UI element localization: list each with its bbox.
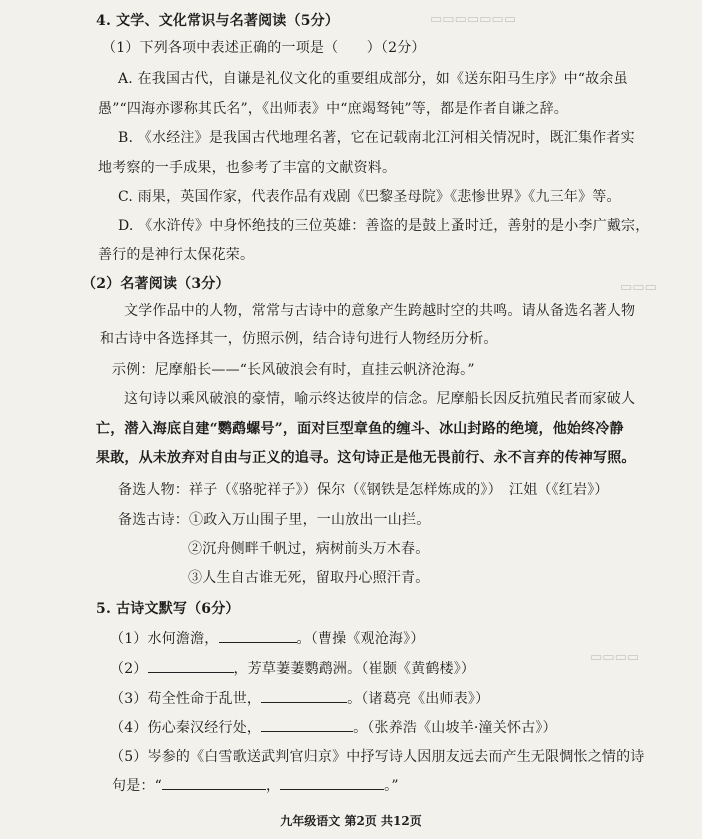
answer-blank[interactable]	[162, 775, 266, 790]
dictation-item-1	[110, 628, 425, 648]
option-a-line2: 愚”“四海亦谬称其氏名”，《出师表》中“庶竭驽钝”等，都是作者自谦之辞。	[98, 101, 568, 117]
answer-blank[interactable]	[219, 628, 297, 643]
answer-blank[interactable]	[280, 775, 384, 790]
option-b-line2: 地考察的一手成果，也参考了丰富的文献资料。	[98, 160, 397, 176]
q2-intro-line1: 文学作品中的人物，常常与古诗中的意象产生跨越时空的共鸣。请从备选名著人物	[124, 303, 636, 319]
bleed-through-mark: ▭▭▭	[620, 280, 657, 295]
dictation-item-1-prefix: （1）水何澹澹，	[110, 631, 219, 647]
bleed-through-mark: ▭▭▭▭	[590, 650, 640, 665]
dictation-item-3	[110, 688, 489, 708]
q2-candidate-characters: 备选人物：祥子（《骆驼祥子》）保尔（《钢铁是怎样炼成的》） 江姐（《红岩》）	[118, 482, 609, 498]
section4-title: 4. 文学、文化常识与名著阅读（5分）	[96, 13, 340, 29]
dictation-item-1-suffix: 。（曹操《观沧海》）	[296, 631, 425, 647]
dictation-item-5-prefix: 句是：“	[112, 778, 162, 794]
option-d-line1: D. 《水浒传》中身怀绝技的三位英雄：善盗的是鼓上蚤时迁，善射的是小李广戴宗，	[118, 218, 650, 234]
dictation-item-5-suffix: 。”	[384, 778, 399, 794]
q2-candidate-poem-1: 备选古诗：①政入万山围子里，一山放出一山拦。	[118, 512, 431, 528]
answer-blank[interactable]	[261, 688, 347, 703]
bleed-through-mark: ▭▭▭▭▭▭▭	[430, 12, 516, 27]
dictation-item-4-suffix: 。（张养浩《山坡羊·潼关怀古》）	[353, 720, 557, 736]
q2-candidate-poem-3: ③人生自古谁无死，留取丹心照汗青。	[188, 570, 430, 586]
dictation-item-5-line2	[112, 775, 399, 795]
dictation-item-4	[110, 717, 557, 737]
dictation-item-2	[110, 658, 475, 678]
answer-blank[interactable]	[261, 717, 353, 732]
dictation-item-2-prefix: （2）	[110, 661, 148, 677]
q2-candidate-poem-2: ②沉舟侧畔千帆过，病树前头万木春。	[188, 541, 430, 557]
dictation-item-3-prefix: （3）苟全性命于乱世，	[110, 691, 262, 707]
q1-stem: （1）下列各项中表述正确的一项是（ ）（2分）	[102, 40, 426, 56]
dictation-item-3-suffix: 。（诸葛亮《出师表》）	[347, 691, 490, 707]
option-a-line1: A. 在我国古代，自谦是礼仪文化的重要组成部分，如《送东阳马生序》中“故余虽	[118, 71, 628, 87]
dictation-item-5-mid: ，	[265, 778, 281, 794]
q2-example: 示例：尼摩船长——“长风破浪会有时，直挂云帆济沧海。”	[112, 362, 475, 378]
q2-analysis-line1: 这句诗以乘风破浪的豪情，喻示终达彼岸的信念。尼摩船长因反抗殖民者而家破人	[124, 391, 636, 407]
dictation-item-4-prefix: （4）伤心秦汉经行处，	[110, 720, 262, 736]
option-d-line2: 善行的是神行太保花荣。	[98, 247, 255, 263]
option-c-line1: C. 雨果，英国作家，代表作品有戏剧《巴黎圣母院》《悲惨世界》《九三年》等。	[118, 189, 621, 205]
q2-analysis-line2: 亡，潜入海底自建“鹦鹉螺号”，面对巨型章鱼的缠斗、冰山封路的绝境，他始终冷静	[96, 421, 624, 437]
answer-blank[interactable]	[148, 658, 234, 673]
dictation-item-5-line1: （5）岑参的《白雪歌送武判官归京》中抒写诗人因朋友远去而产生无限惆怅之情的诗	[110, 749, 645, 765]
option-b-line1: B. 《水经注》是我国古代地理名著，它在记载南北江河相关情况时，既汇集作者实	[118, 130, 635, 146]
page-footer: 九年级语文 第2页 共12页	[280, 814, 422, 828]
q2-analysis-line3: 果敢，从未放弃对自由与正义的追寻。这句诗正是他无畏前行、永不言弃的传神写照。	[96, 450, 636, 466]
section5-title: 5. 古诗文默写（6分）	[96, 601, 240, 617]
q2-intro-line2: 和古诗中各选择其一，仿照示例，结合诗句进行人物经历分析。	[100, 331, 498, 347]
dictation-item-2-suffix: ，芳草萋萋鹦鹉洲。（崔颢《黄鹤楼》）	[233, 661, 476, 677]
q2-stem: （2）名著阅读（3分）	[82, 276, 230, 292]
